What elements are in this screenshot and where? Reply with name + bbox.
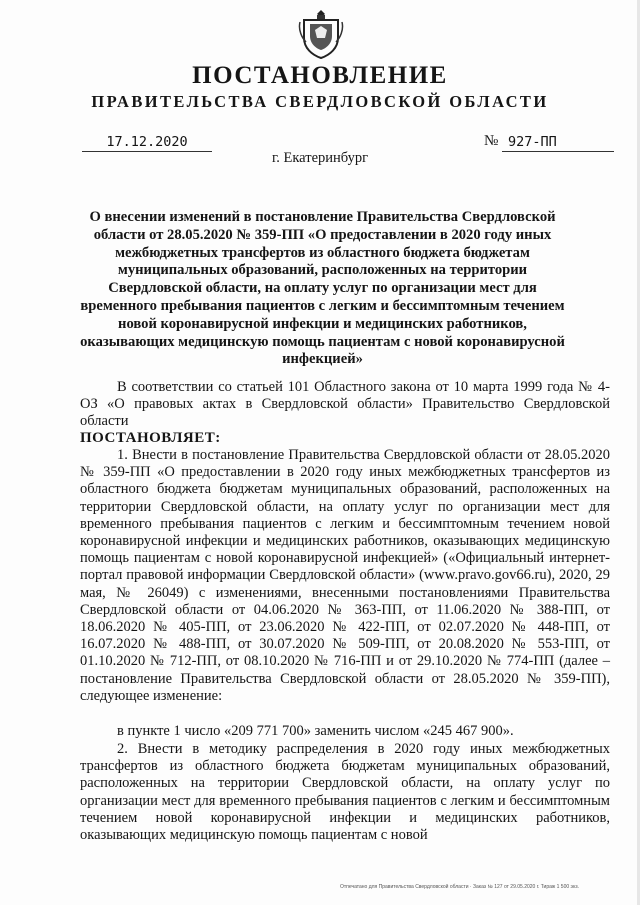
- issuing-body: ПРАВИТЕЛЬСТВА СВЕРДЛОВСКОЙ ОБЛАСТИ: [91, 92, 549, 111]
- paragraph-2: 2. Внести в методику распределения в 2020 году иных межбюджетных трансфертов из областного бюджета бюджетам муниципальных образований, расположенных на территории Свердловской области, на оплату услуг по организации мест для временного пребывания пациентов с легким и бессимптомным течением новой коронавирусной инфекции и медицинских работников, оказывающих медицинскую помощь пациентам с новой: [80, 741, 610, 844]
- city-line: г. Екатеринбург: [271, 150, 369, 166]
- paragraph-1-amendment: в пункте 1 число «209 771 700» заменить числом «245 467 900».: [117, 723, 514, 739]
- preamble-block: [80, 379, 610, 431]
- paragraph-1: 1. Внести в постановление Правительства Свердловской области от 28.05.2020 № 359-ПП «О предоставлении в 2020 году иных межбюджетных трансфертов из областного бюджета бюджетам муниципальных образований, расположенных на территории Свердловской области, на оплату услуг по организации мест для временного пребывания пациентов с легким и бессимптомным течением новой коронавирусной инфекции и медицинских работников, оказывающих медицинскую помощь пациентам с новой коронавирусной инфекцией» («Официальный интернет-портал правовой информации Свердловской области» (www.pravo.gov66.ru), 2020, 29 мая, № 26049) с изменениями, внесенными постановлениями Правительства Свердловской области от 04.06.2020 № 363-ПП, от 11.06.2020 № 388-ПП, от 18.06.2020 № 405-ПП, от 23.06.2020 № 422-ПП, от 02.07.2020 № 448-ПП, от 16.07.2020 № 488-ПП, от 30.07.2020 № 509-ПП, от 20.08.2020 № 553-ПП, от 01.10.2020 № 712-ПП, от 08.10.2020 № 716-ПП и от 29.10.2020 № 774-ПП (далее – постановление Правительства Свердловской области от 28.05.2020 № 359-ПП), следующее изменение:: [80, 447, 610, 704]
- print-footer: Отпечатано для Правительства Свердловской области · Заказ № 127 от 29.05.2020 г. Тираж 1 500 экз.: [340, 884, 580, 890]
- paragraph-1-block: [80, 447, 610, 705]
- coat-of-arms-icon: [298, 8, 344, 60]
- document-number: 927-ПП: [502, 134, 614, 152]
- paragraph-2-block: [80, 741, 610, 844]
- preamble: В соответствии со статьей 101 Областного закона от 10 марта 1999 года № 4-ОЗ «О правовых актах в Свердловской области» Правительство Свердловской области: [80, 379, 610, 430]
- document-date: 17.12.2020: [82, 134, 212, 152]
- paragraph-1-amendment-block: [80, 723, 610, 740]
- document-heading: О внесении изменений в постановление Правительства Свердловской области от 28.05.2020 № 359-ПП «О предоставлении в 2020 году иных межбюджетных трансфертов из областного бюджета бюджетам муниципальных образований, расположенных на территории Свердловской области, на оплату услуг по организации мест для временного пребывания пациентов с легким и бессимптомным течением новой коронавирусной инфекции и медицинских работников, оказывающих медицинскую помощь пациентам с новой коронавирусной инфекцией»: [80, 209, 565, 368]
- document-type-title: ПОСТАНОВЛЕНИЕ: [192, 62, 448, 89]
- decree-word: ПОСТАНОВЛЯЕТ:: [80, 430, 221, 446]
- number-sign: №: [484, 133, 499, 149]
